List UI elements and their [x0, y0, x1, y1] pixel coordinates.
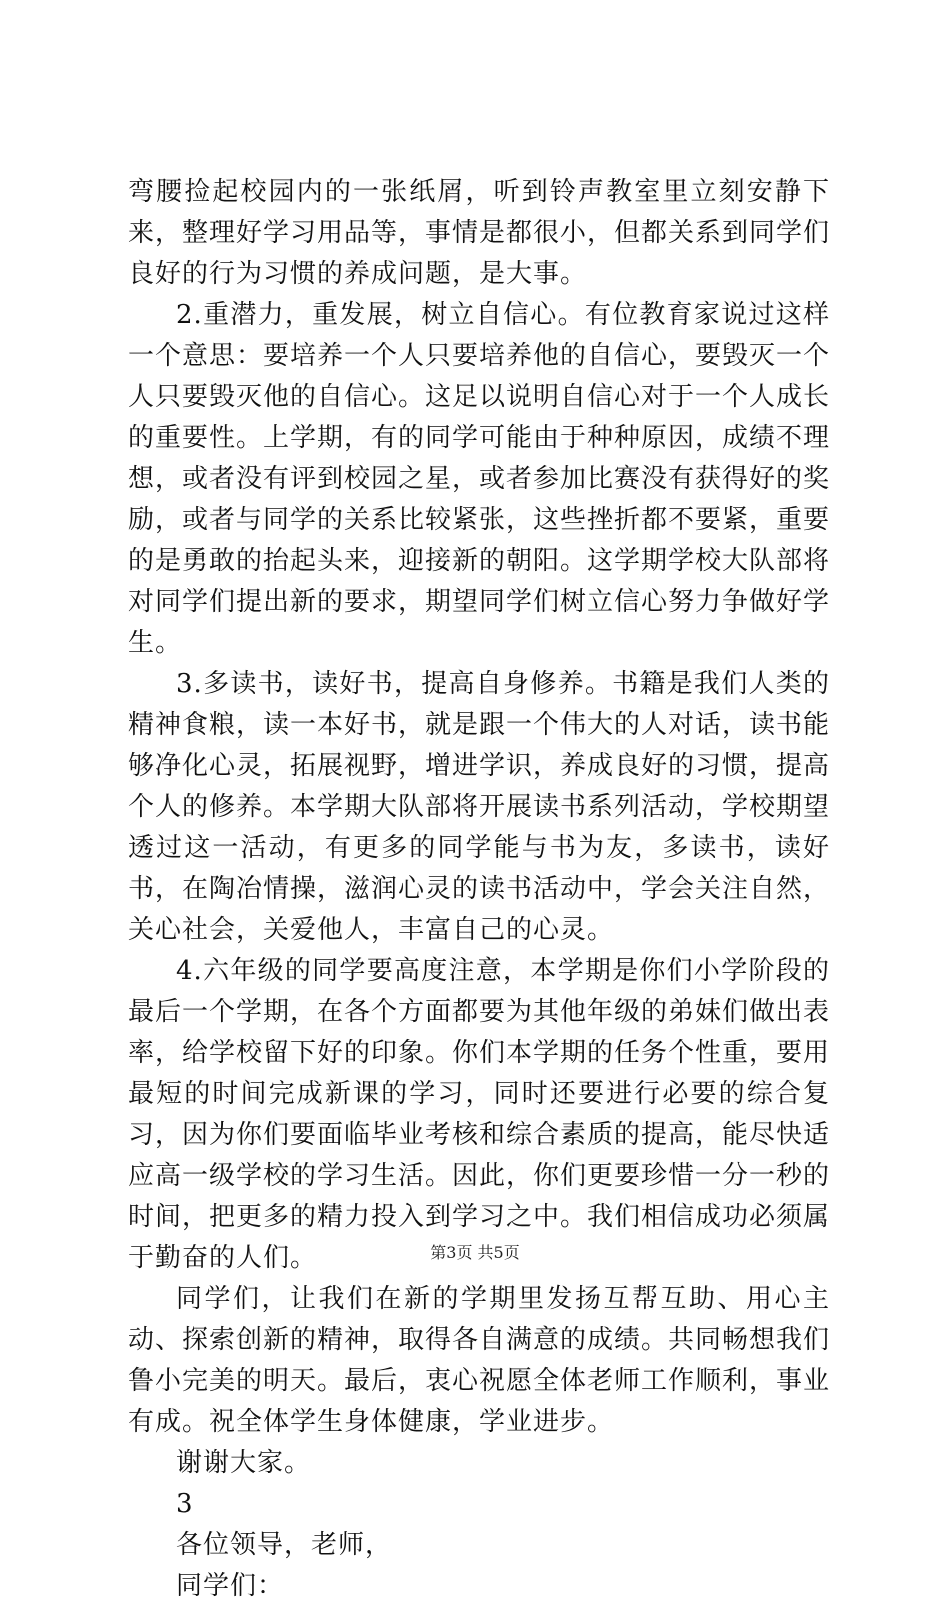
paragraph-confidence: 2.重潜力，重发展，树立自信心。有位教育家说过这样一个意思：要培养一个人只要培养他的自信心，要毁灭一个人只要毁灭他的自信心。这足以说明自信心对于一个人成长的重要性。上学期，有的同学可能由于种种原因，成绩不理想，或者没有评到校园之星，或者参加比赛没有获得好的奖励，或者与同学的关系比较紧张，这些挫折都不要紧，重要的是勇敢的抬起头来，迎接新的朝阳。这学期学校大队部将对同学们提出新的要求，期望同学们树立信心努力争做好学生。: [128, 300, 831, 658]
salutation-students: 同学们：: [176, 1571, 285, 1601]
paragraph-closing: 同学们，让我们在新的学期里发扬互帮互助、用心主动、探索创新的精神，取得各自满意的成绩。共同畅想我们鲁小完美的明天。最后，衷心祝愿全体老师工作顺利，事业有成。祝全体学生身体健康，学业进步。: [128, 1284, 831, 1437]
page-number-label: 第3页 共5页: [430, 1243, 520, 1262]
document-body: [128, 172, 830, 1607]
paragraph-reading: 3.多读书，读好书，提高自身修养。书籍是我们人类的精神食粮，读一本好书，就是跟一个伟大的人对话，读书能够净化心灵，拓展视野，增进学识，养成良好的习惯，提高个人的修养。本学期大队部将开展读书系列活动，学校期望透过这一活动，有更多的同学能与书为友，多读书，读好书，在陶冶情操，滋润心灵的读书活动中，学会关注自然，关心社会，关爱他人，丰富自己的心灵。: [128, 669, 831, 945]
thanks-line: 谢谢大家。: [176, 1448, 312, 1478]
salutation-leaders: 各位领导，老师，: [176, 1530, 393, 1560]
paragraph-continuation: 弯腰捡起校园内的一张纸屑，听到铃声教室里立刻安静下来，整理好学习用品等，事情是都很小，但都关系到同学们良好的行为习惯的养成问题，是大事。: [128, 177, 831, 289]
paragraph-grade-six: 4.六年级的同学要高度注意，本学期是你们小学阶段的最后一个学期，在各个方面都要为其他年级的弟妹们做出表率，给学校留下好的印象。你们本学期的任务个性重，要用最短的时间完成新课的学习，同时还要进行必要的综合复习，因为你们要面临毕业考核和综合素质的提高，能尽快适应高一级学校的学习生活。因此，你们更要珍惜一分一秒的时间，把更多的精力投入到学习之中。我们相信成功必须属于勤奋的人们。: [128, 956, 831, 1273]
page-footer: [0, 1243, 950, 1263]
section-number: 3: [176, 1489, 194, 1519]
